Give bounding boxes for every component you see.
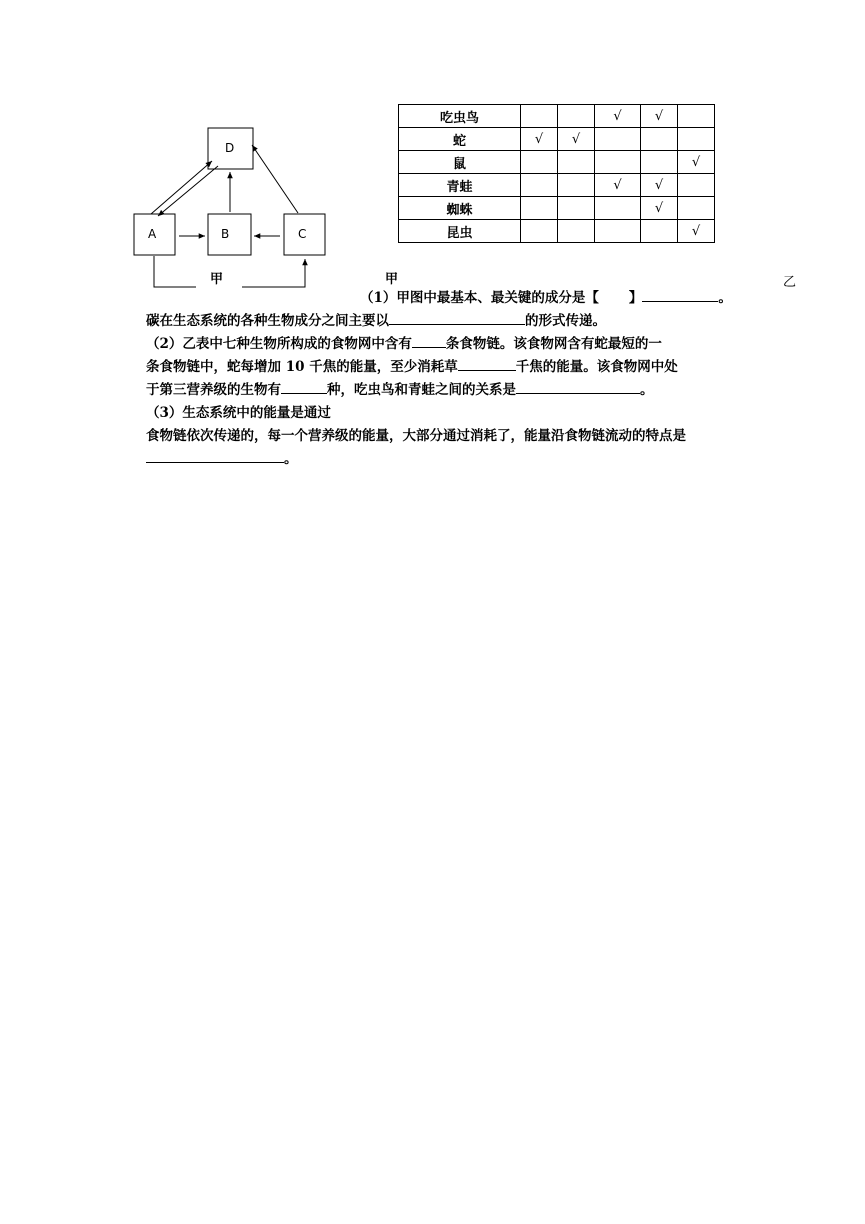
q1-blank-2[interactable] [389,310,525,325]
table-row [399,105,715,128]
table-row [399,220,715,243]
q1-text-d: 碳在生态系统的各种生物成分之间主要以 [146,313,389,329]
table-row [399,197,715,220]
table-caption-right: 乙 [783,275,797,290]
table-row [399,174,715,197]
table-row [399,128,715,151]
q1-blank-1[interactable] [642,287,718,302]
q2-text-f: 。 [640,382,654,398]
table-cell [678,128,715,151]
question-3 [146,402,746,471]
organism-name: 鼠 [399,151,521,174]
arrow-a-to-d [151,161,212,214]
table-cell: √ [558,128,595,151]
food-web-table [398,104,715,243]
arrow-c-to-d [252,145,298,213]
q2-blank-4[interactable] [516,379,640,394]
table-cell: √ [595,105,641,128]
q3-text-a1: （3）生态系统中的能量是通过 [146,405,331,421]
q2-blank-3[interactable] [281,379,327,394]
organism-name: 昆虫 [399,220,521,243]
q2-number: 10 [285,359,305,375]
q2-text-b1: 条食物链。该食物网含有蛇最短的一 [445,336,662,352]
table-cell [521,174,558,197]
table-cell [558,197,595,220]
q2-blank-1[interactable] [412,333,446,348]
table-cell [641,151,678,174]
table-cell: √ [641,105,678,128]
q2-text-d1: 千焦的能量。该食物网中处 [515,359,678,375]
table-cell [595,151,641,174]
q3-blank-1[interactable] [146,448,284,463]
q2-text-c: 千焦的能量，至少消耗草 [309,359,458,375]
q2-text-d2: 于第三营养级的生物有 [146,382,281,398]
table-cell [678,105,715,128]
q1-text-a: （1）甲图中最基本、最关键的成分是【 [360,290,599,306]
q3-text-a2: 食物链依次传递的，每一个营养级的能量，大部分通过消耗了，能量沿食物链流动的特点是 [146,428,686,444]
table-cell [678,197,715,220]
q1-text-c: 。 [718,290,732,306]
q2-blank-2[interactable] [458,356,516,371]
table-cell: √ [678,220,715,243]
arrow-a-to-c [154,256,196,287]
node-a-label: A [148,227,157,241]
diagram-caption: 甲 [210,272,224,287]
q2-text-b2: 条食物链中，蛇每增加 [146,359,281,375]
organism-name: 青蛙 [399,174,521,197]
table-cell [558,151,595,174]
q1-text-b: 】 [628,290,643,306]
question-2 [146,333,746,402]
q3-text-b: 。 [284,451,298,467]
table-cell [521,197,558,220]
arrow-a-to-c-end [242,259,305,287]
table-cell [595,220,641,243]
q1-text-e: 的形式传递。 [525,313,606,329]
table-cell [641,220,678,243]
table-cell: √ [595,174,641,197]
organism-name: 蜘蛛 [399,197,521,220]
node-c-label: C [298,227,307,241]
arrow-d-to-a [158,166,218,216]
table-cell [521,220,558,243]
table-cell: √ [641,174,678,197]
table-cell [641,128,678,151]
table-cell: √ [678,151,715,174]
organism-name: 吃虫鸟 [399,105,521,128]
table-cell [521,151,558,174]
table-cell [558,174,595,197]
table-cell: √ [641,197,678,220]
food-web-table-body [399,105,715,243]
q2-text-a: （2）乙表中七种生物所构成的食物网中含有 [146,336,412,352]
table-row [399,151,715,174]
table-cell: √ [521,128,558,151]
question-1 [146,287,746,333]
table-cell [521,105,558,128]
table-cell [558,220,595,243]
table-cell [595,128,641,151]
table-cell [558,105,595,128]
q2-text-e: 种，吃虫鸟和青蛙之间的关系是 [327,382,516,398]
table-cell [678,174,715,197]
node-b-label: B [221,227,230,241]
node-d-label: D [225,141,235,155]
node-b-box [208,214,251,255]
table-caption-left: 甲 [385,272,399,287]
organism-name: 蛇 [399,128,521,151]
table-cell [595,197,641,220]
